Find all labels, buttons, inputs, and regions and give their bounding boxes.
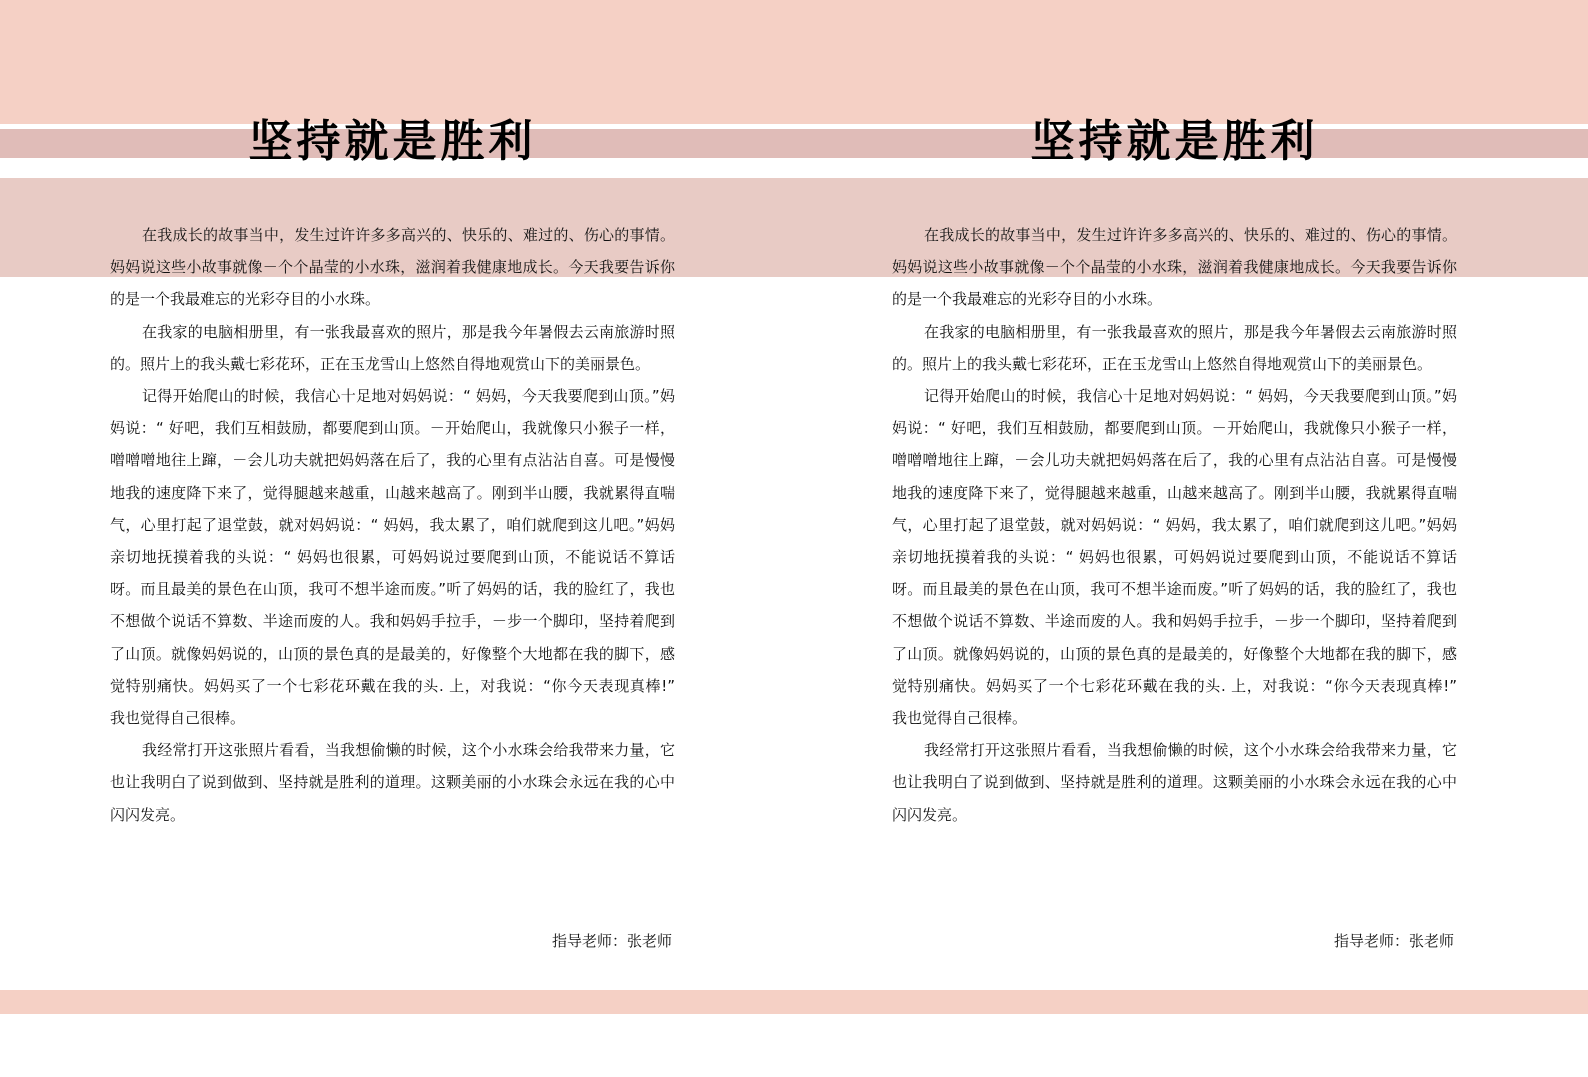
essay-body [110,219,691,831]
essay-paragraph: 在我家的电脑相册里，有一张我最喜欢的照片，那是我今年暑假去云南旅游时照的。照片上的我头戴七彩花环，正在玉龙雪山上悠然自得地观赏山下的美丽景色。 [892,322,1457,373]
essay-paragraph: 记得开始爬山的时候，我信心十足地对妈妈说：“ 妈妈，今天我要爬到山顶。”妈妈说：“ 好吧，我们互相鼓励，都要爬到山顶。－开始爬山，我就像只小猴子一样，噌噌噌地往上蹿，－会儿功夫就把妈妈落在后了，我的心里有点沾沾自喜。可是慢慢地我的速度降下来了，觉得腿越来越重，山越来越高了。刚到半山腰，我就累得直喘气，心里打起了退堂鼓，就对妈妈说：“ 妈妈，我太累了，咱们就爬到这儿吧。”妈妈亲切地抚摸着我的头说：“ 妈妈也很累，可妈妈说过要爬到山顶，不能说话不算话呀。而且最美的景色在山顶，我可不想半途而废。”听了妈妈的话，我的脸红了，我也不想做个说话不算数、半途而废的人。我和妈妈手拉手，－步一个脚印，坚持着爬到了山顶。就像妈妈说的，山顶的景色真的是最美的，好像整个大地都在我的脚下，感觉特别痛快。妈妈买了一个七彩花环戴在我的头. 上，对我说：“你今天表现真棒!” 我也觉得自己很棒。 [110,387,691,728]
essay-page-right [782,0,1576,1077]
essay-paragraph: 我经常打开这张照片看看，当我想偷懒的时候，这个小水珠会给我带来力量，它也让我明白了说到做到、坚持就是胜利的道理。这颗美丽的小水珠会永远在我的心中闪闪发亮。 [892,741,1457,824]
essay-title: 坚持就是胜利 [1030,116,1319,167]
teacher-signature: 指导老师：张老师 [551,932,672,950]
essay-paragraph: 在我成长的故事当中，发生过许许多多高兴的、快乐的、难过的、伤心的事情。妈妈说这些小故事就像－个个晶莹的小水珠，滋润着我健康地成长。今天我要告诉你的是一个我最难忘的光彩夺目的小水珠。 [110,226,675,309]
essay-title: 坚持就是胜利 [248,116,537,167]
essay-paragraph: 我经常打开这张照片看看，当我想偷懒的时候，这个小水珠会给我带来力量，它也让我明白了说到做到、坚持就是胜利的道理。这颗美丽的小水珠会永远在我的心中闪闪发亮。 [110,741,675,824]
essay-paragraph: 在我成长的故事当中，发生过许许多多高兴的、快乐的、难过的、伤心的事情。妈妈说这些小故事就像－个个晶莹的小水珠，滋润着我健康地成长。今天我要告诉你的是一个我最难忘的光彩夺目的小水珠。 [892,226,1457,309]
essay-paragraph: 在我家的电脑相册里，有一张我最喜欢的照片，那是我今年暑假去云南旅游时照的。照片上的我头戴七彩花环，正在玉龙雪山上悠然自得地观赏山下的美丽景色。 [110,322,675,373]
teacher-signature: 指导老师：张老师 [1333,932,1454,950]
essay-paragraph: 记得开始爬山的时候，我信心十足地对妈妈说：“ 妈妈，今天我要爬到山顶。”妈妈说：“ 好吧，我们互相鼓励，都要爬到山顶。－开始爬山，我就像只小猴子一样，噌噌噌地往上蹿，－会儿功夫就把妈妈落在后了，我的心里有点沾沾自喜。可是慢慢地我的速度降下来了，觉得腿越来越重，山越来越高了。刚到半山腰，我就累得直喘气，心里打起了退堂鼓，就对妈妈说：“ 妈妈，我太累了，咱们就爬到这儿吧。”妈妈亲切地抚摸着我的头说：“ 妈妈也很累，可妈妈说过要爬到山顶，不能说话不算话呀。而且最美的景色在山顶，我可不想半途而废。”听了妈妈的话，我的脸红了，我也不想做个说话不算数、半途而废的人。我和妈妈手拉手，－步一个脚印，坚持着爬到了山顶。就像妈妈说的，山顶的景色真的是最美的，好像整个大地都在我的脚下，感觉特别痛快。妈妈买了一个七彩花环戴在我的头. 上，对我说：“你今天表现真棒!” 我也觉得自己很棒。 [892,387,1473,728]
essay-body [892,219,1473,831]
